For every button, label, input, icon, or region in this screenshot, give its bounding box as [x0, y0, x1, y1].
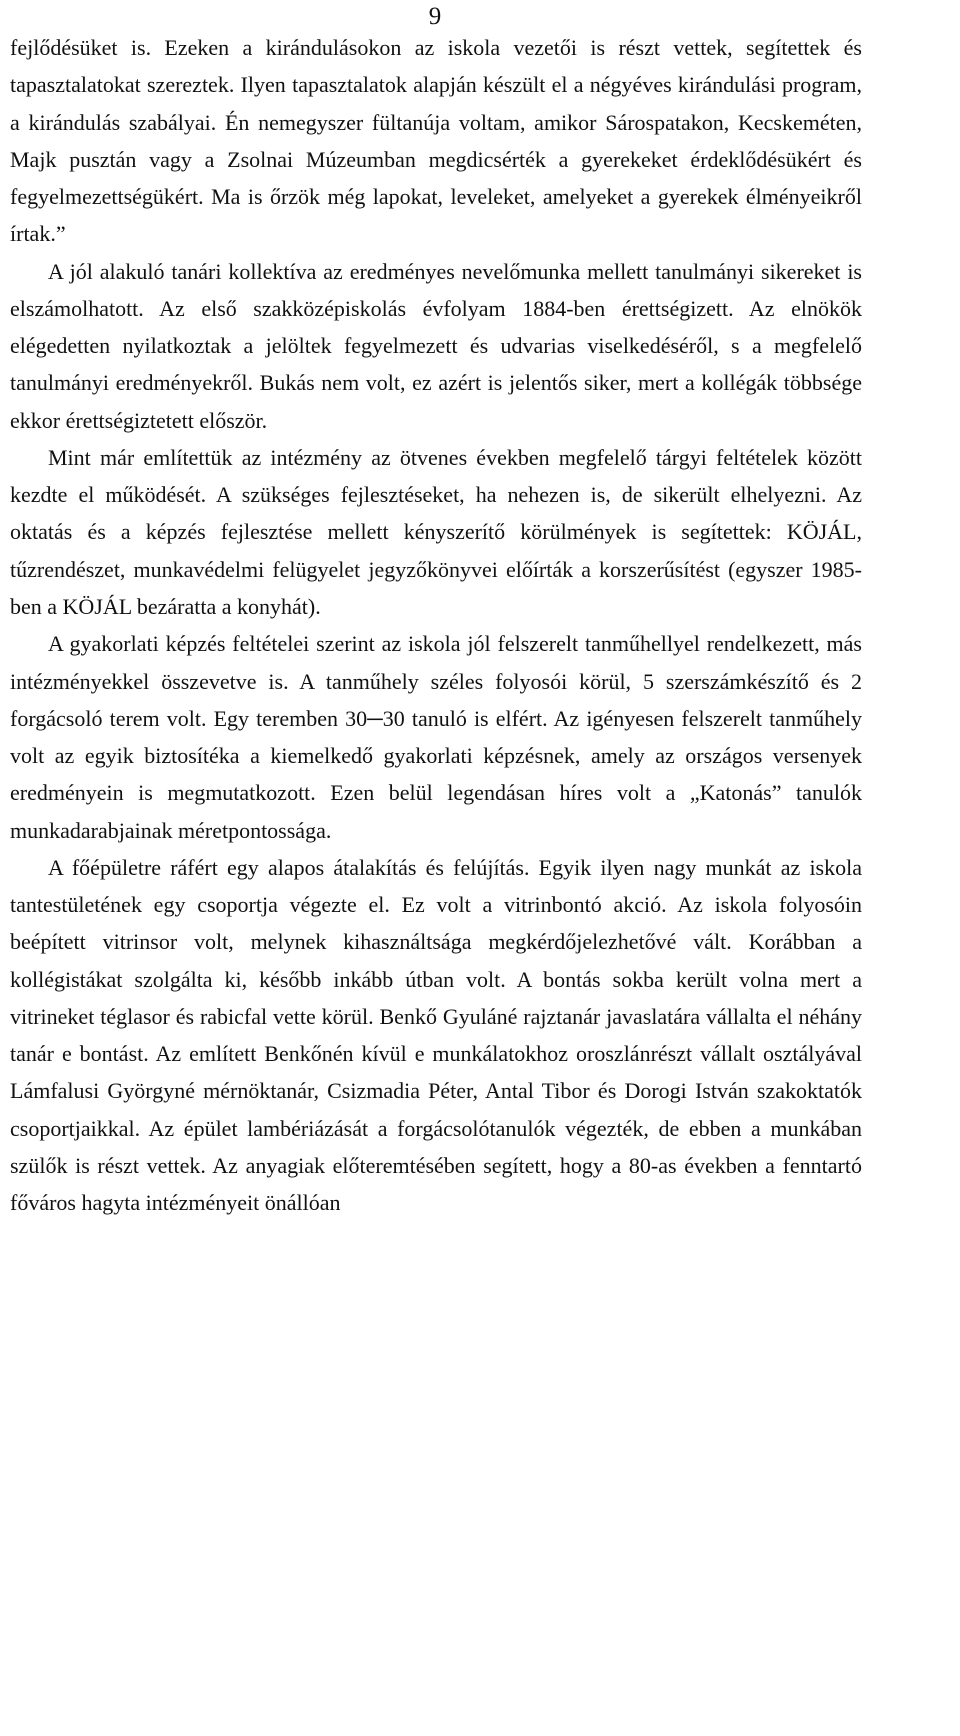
body-text — [10, 29, 862, 1222]
paragraph-continuation: fejlődésüket is. Ezeken a kirándulásokon az iskola vezetői is részt vettek, segítettek és tapasztalatokat szereztek. Ilyen tapasztalatok alapján készült el a négyéves kirándulási program, a kirándulás szabályai. Én nemegyszer fültanúja voltam, amikor Sárospatakon, Kecskeméten, Majk pusztán vagy a Zsolnai Múzeumban megdicsérték a gyerekeket érdeklődésükért és fegyelmezettségükért. Ma is őrzök még lapokat, leveleket, amelyeket a gyerekek élményeikről írtak.” — [10, 35, 862, 247]
paragraph-teaching-staff: A jól alakuló tanári kollektíva az eredményes nevelőmunka mellett tanulmányi sikereket is elszámolhatott. Az első szakközépiskolás évfolyam 1884-ben érettségizett. Az elnökök elégedetten nyilatkoztak a jelöltek fegyelmezett és udvarias viselkedéséről, s a megfelelő tanulmányi eredményekről. Bukás nem volt, ez azért is jelentős siker, mert a kollégák többsége ekkor érettségiztetett először. — [10, 258, 862, 433]
paragraph-renovation: A főépületre ráfért egy alapos átalakítás és felújítás. Egyik ilyen nagy munkát az iskola tantestületének egy csoportja végezte el. Ez volt a vitrinbontó akció. Az iskola folyosóin beépített vitrinsor volt, melynek kihasználtsága megkérdőjelezhetővé vált. Korábban a kollégistákat szolgálta ki, később inkább útban volt. A bontás sokba került volna mert a vitrineket téglasor és rabicfal vette körül. Benkő Gyuláné rajztanár javaslatára vállalta el néhány tanár e bontást. Az említett Benkőnén kívül e munkálatokhoz oroszlánrészt vállalt osztályával Lámfalusi Györgyné mérnöktanár, Csizmadia Péter, Antal Tibor és Dorogi István szakoktatók csoportjaikkal. Az épület lambériázását a forgácsolótanulók végezték, de ebben a munkában szülők is részt vettek. Az anyagiak előteremtésében segített, hogy a 80-as években a fenntartó főváros hagyta intézményeit önállóan — [10, 854, 862, 1216]
page-number: 9 — [428, 3, 442, 30]
paragraph-practical-training: A gyakorlati képzés feltételei szerint az iskola jól felszerelt tanműhellyel rendelkezett, más intézményekkel összevetve is. A tanműhely széles folyosói körül, 5 szerszámkészítő és 2 forgácsoló terem volt. Egy teremben 30─30 tanuló is elfért. Az igényesen felszerelt tanműhely volt az egyik biztosítéka a kiemelkedő gyakorlati képzésnek, amely az országos versenyek eredményein is megmutatkozott. Ezen belül legendásan híres volt a „Katonás” tanulók munkadarabjainak méretpontossága. — [10, 631, 862, 843]
paragraph-conditions: Mint már említettük az intézmény az ötvenes években megfelelő tárgyi feltételek között kezdte el működését. A szükséges fejlesztéseket, ha nehezen is, de sikerült elhelyezni. Az oktatás és a képzés fejlesztése mellett kényszerítő körülmények is segítettek: KÖJÁL, tűzrendészet, munkavédelmi felügyelet jegyzőkönyvei előírták a korszerűsítést (egyszer 1985-ben a KÖJÁL bezáratta a konyhát). — [10, 444, 862, 619]
